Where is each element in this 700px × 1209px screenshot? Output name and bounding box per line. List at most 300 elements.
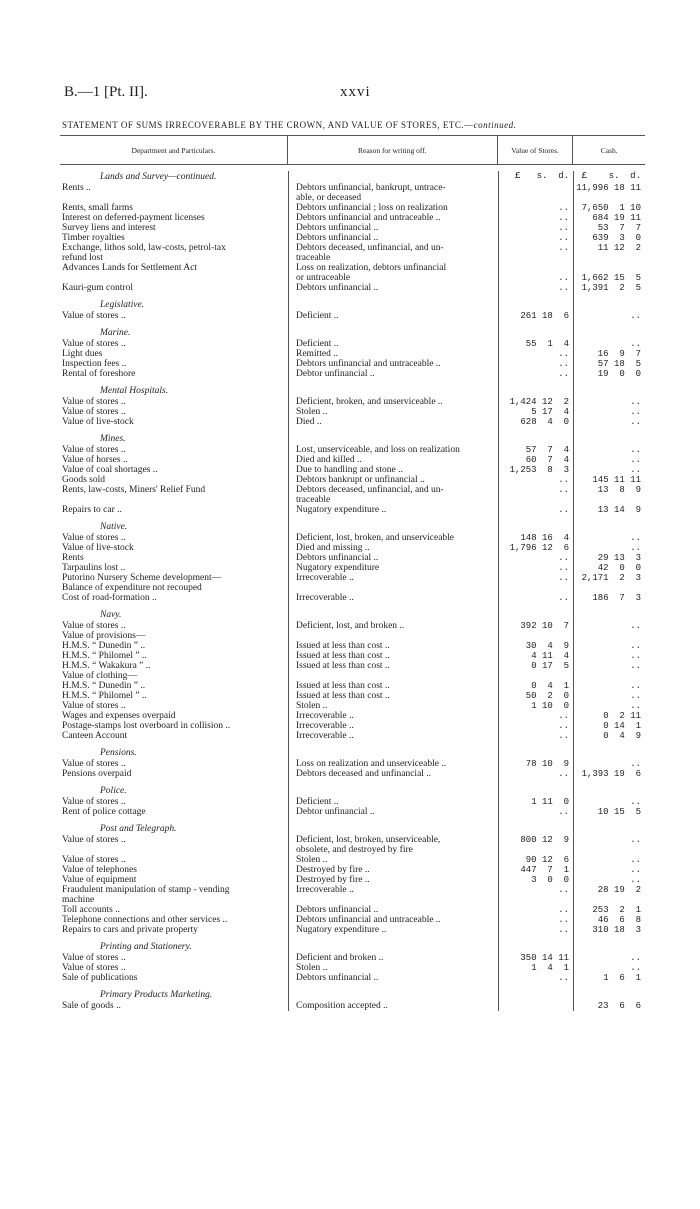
table-row — [60, 283, 645, 293]
cell-stores-value — [498, 631, 573, 641]
cell-reason: Debtors unfinancial .. — [296, 283, 379, 293]
cell-cash-value: .. — [630, 543, 641, 553]
section-title: Lands and Survey—continued. — [100, 172, 217, 182]
cell-stores-value: 447 7 1 — [520, 865, 569, 875]
cell-cash-value — [573, 253, 645, 263]
cell-reason: Irrecoverable .. — [296, 731, 354, 741]
cell-reason: Debtor unfinancial .. — [296, 807, 375, 817]
table-row — [60, 533, 645, 543]
cell-reason: Remitted .. — [296, 349, 338, 359]
cell-stores-value: 5 17 4 — [531, 407, 569, 417]
cell-stores-value — [498, 671, 573, 681]
cell-particulars: Value of live-stock — [62, 417, 134, 427]
cell-particulars — [60, 845, 288, 855]
cell-reason — [288, 895, 498, 905]
cell-stores-value: 1,424 12 2 — [509, 397, 569, 407]
cell-particulars: Repairs to car .. — [62, 505, 122, 515]
cell-cash-value: 186 7 3 — [592, 593, 641, 603]
cell-stores-value: .. — [558, 769, 569, 779]
cell-stores-value — [498, 895, 573, 905]
cell-cash-value: 13 8 9 — [597, 485, 641, 495]
cell-stores-value: 3 0 0 — [531, 875, 569, 885]
cell-particulars: Value of live-stock — [62, 543, 134, 553]
table-row — [60, 621, 645, 631]
cell-cash-value: 57 18 5 — [597, 359, 641, 369]
cell-cash-value: .. — [630, 661, 641, 671]
section-title: Marine. — [100, 328, 131, 338]
table-row — [60, 925, 645, 935]
cell-stores-value: 628 4 0 — [520, 417, 569, 427]
cell-cash-value: .. — [630, 865, 641, 875]
table-row — [60, 273, 645, 283]
cell-reason: able, or deceased — [296, 193, 362, 203]
cell-particulars: Exchange, lithos sold, law-costs, petrol-tax — [62, 243, 226, 253]
cell-reason: Debtors unfinancial .. — [296, 223, 379, 233]
cell-reason: Destroyed by fire .. — [296, 875, 370, 885]
cell-reason: Irrecoverable .. — [296, 711, 354, 721]
cell-reason — [288, 583, 498, 593]
table-row — [60, 349, 645, 359]
table-row — [60, 681, 645, 691]
section-title: Police. — [100, 786, 127, 796]
cell-stores-value: 800 12 9 — [520, 835, 569, 845]
table-row — [60, 953, 645, 963]
cell-cash-value: .. — [630, 455, 641, 465]
cell-reason: Debtors bankrupt or unfinancial .. — [296, 475, 425, 485]
cell-stores-value: .. — [558, 233, 569, 243]
cell-reason: Due to handling and stone .. — [296, 465, 403, 475]
table-row — [60, 465, 645, 475]
cell-stores-value: 78 10 9 — [525, 759, 569, 769]
cell-stores-value — [498, 495, 573, 505]
cell-particulars: Value of stores .. — [62, 835, 126, 845]
cell-particulars: Value of stores .. — [62, 407, 126, 417]
cell-reason: Composition accepted .. — [296, 1001, 388, 1011]
table-row — [60, 845, 645, 855]
cell-cash-value: 1 6 1 — [603, 973, 641, 983]
cell-stores-value — [498, 193, 573, 203]
cell-cash-value: 29 13 3 — [597, 553, 641, 563]
cell-particulars: Tarpaulins lost .. — [62, 563, 126, 573]
cell-cash-value: .. — [630, 641, 641, 651]
cell-reason: Irrecoverable .. — [296, 573, 354, 583]
cell-stores-value: 261 18 6 — [520, 311, 569, 321]
cell-cash-value: .. — [630, 875, 641, 885]
cell-reason: Died and missing .. — [296, 543, 370, 553]
cell-particulars: Telephone connections and other services .. — [62, 915, 228, 925]
cell-stores-value: 1 10 0 — [531, 701, 569, 711]
cell-cash-value: .. — [630, 963, 641, 973]
cell-reason: Deficient .. — [296, 311, 339, 321]
column-header-row — [60, 136, 645, 165]
table-row — [60, 183, 645, 193]
section-title: Printing and Stationery. — [100, 942, 192, 952]
cell-particulars: Value of coal shortages .. — [62, 465, 158, 475]
table-row — [60, 573, 645, 583]
table-row — [60, 563, 645, 573]
cell-reason: Loss on realization, debtors unfinancial — [296, 263, 447, 273]
cell-reason: Died and killed .. — [296, 455, 362, 465]
cell-cash-value: 0 4 9 — [603, 731, 641, 741]
cell-reason: Issued at less than cost .. — [296, 661, 390, 671]
table-body — [60, 171, 645, 1011]
cell-particulars: Value of stores .. — [62, 953, 126, 963]
cell-reason: Deficient .. — [296, 797, 339, 807]
cell-stores-value: 4 11 4 — [531, 651, 569, 661]
cell-stores-value: .. — [558, 359, 569, 369]
cell-reason: Nugatory expenditure .. — [296, 505, 387, 515]
cell-reason: Irrecoverable .. — [296, 593, 354, 603]
cell-particulars: Light dues — [62, 349, 103, 359]
cell-cash-value: 19 0 0 — [597, 369, 641, 379]
cell-cash-value: 10 15 5 — [597, 807, 641, 817]
stores-currency-head: £ s. d. — [514, 171, 569, 181]
cell-particulars: Value of stores .. — [62, 797, 126, 807]
cell-particulars: Rents — [62, 553, 84, 563]
cell-reason: Debtors unfinancial .. — [296, 973, 379, 983]
cell-stores-value: .. — [558, 915, 569, 925]
cell-cash-value: 13 14 9 — [597, 505, 641, 515]
table-row — [60, 369, 645, 379]
cell-reason: Issued at less than cost .. — [296, 651, 390, 661]
section-title: Post and Telegraph. — [100, 824, 177, 834]
cell-stores-value: 392 10 7 — [520, 621, 569, 631]
cell-reason: Issued at less than cost .. — [296, 641, 390, 651]
cell-cash-value: 1,393 19 6 — [581, 769, 641, 779]
table-row — [60, 417, 645, 427]
cell-stores-value: 90 12 6 — [525, 855, 569, 865]
table-row — [60, 855, 645, 865]
cell-cash-value: 7,650 1 10 — [581, 203, 641, 213]
cell-reason: Debtor unfinancial .. — [296, 369, 375, 379]
cell-stores-value: 50 2 0 — [525, 691, 569, 701]
cell-stores-value: .. — [558, 203, 569, 213]
cell-particulars: Rents .. — [62, 183, 91, 193]
cell-cash-value — [573, 495, 645, 505]
table-row — [60, 583, 645, 593]
cell-cash-value: 16 9 7 — [597, 349, 641, 359]
cell-reason: Debtors deceased, unfinancial, and un- — [296, 485, 444, 495]
cell-cash-value: 0 2 11 — [603, 711, 641, 721]
cell-stores-value: 1,253 8 3 — [509, 465, 569, 475]
table-row — [60, 701, 645, 711]
table-row — [60, 213, 645, 223]
cell-cash-value: .. — [630, 417, 641, 427]
table-row — [60, 339, 645, 349]
cell-cash-value — [573, 845, 645, 855]
cell-stores-value: .. — [558, 485, 569, 495]
cell-stores-value: .. — [558, 711, 569, 721]
cell-reason: Deficient, broken, and unserviceable .. — [296, 397, 443, 407]
cell-particulars: Inspection fees .. — [62, 359, 127, 369]
cell-stores-value: 0 17 5 — [531, 661, 569, 671]
table-row — [60, 455, 645, 465]
cell-particulars — [60, 193, 288, 203]
cell-cash-value — [573, 193, 645, 203]
table-row — [60, 243, 645, 253]
section-title: Legislative. — [100, 300, 145, 310]
cell-particulars: H.M.S. “ Philomel ” .. — [62, 691, 147, 701]
cell-reason: Stolen .. — [296, 855, 328, 865]
section-title: Pensions. — [100, 748, 137, 758]
cell-cash-value: 639 3 0 — [592, 233, 641, 243]
table-row — [60, 721, 645, 731]
cell-cash-value: 11,996 18 11 — [576, 183, 641, 193]
table-row — [60, 253, 645, 263]
table-row — [60, 631, 645, 641]
table-row — [60, 691, 645, 701]
section-title: Mental Hospitals. — [100, 386, 169, 396]
cell-stores-value: .. — [558, 925, 569, 935]
cell-reason: Debtors unfinancial .. — [296, 553, 379, 563]
table-row — [60, 963, 645, 973]
cell-reason: Deficient, lost, broken, unserviceable, — [296, 835, 441, 845]
table-row — [60, 359, 645, 369]
page-number: xxvi — [340, 84, 371, 100]
cell-cash-value: 0 14 1 — [603, 721, 641, 731]
table-row — [60, 671, 645, 681]
column-header-cash: Cash. — [572, 136, 645, 164]
cell-reason: Stolen .. — [296, 963, 328, 973]
table-row — [60, 835, 645, 845]
table-row — [60, 807, 645, 817]
cell-stores-value: .. — [558, 563, 569, 573]
cell-reason: Issued at less than cost .. — [296, 691, 390, 701]
cell-cash-value: 684 19 11 — [592, 213, 641, 223]
cell-reason: traceable — [296, 495, 331, 505]
cell-stores-value: .. — [558, 973, 569, 983]
cell-particulars: Sale of publications — [62, 973, 138, 983]
column-rule — [573, 171, 574, 1011]
cell-particulars: Value of stores .. — [62, 397, 126, 407]
cell-cash-value: 310 18 3 — [592, 925, 641, 935]
cell-particulars: Value of stores .. — [62, 963, 126, 973]
table-row — [60, 203, 645, 213]
table-row — [60, 475, 645, 485]
table-row — [60, 973, 645, 983]
cell-particulars: Advances Lands for Settlement Act — [62, 263, 198, 273]
cell-reason: Destroyed by fire .. — [296, 865, 370, 875]
cell-cash-value: .. — [630, 407, 641, 417]
cell-cash-value: .. — [630, 691, 641, 701]
cell-reason: Debtors unfinancial .. — [296, 905, 379, 915]
table-row — [60, 233, 645, 243]
cell-reason: Nugatory expenditure .. — [296, 925, 387, 935]
cell-particulars: Value of equipment — [62, 875, 137, 885]
cell-cash-value: .. — [630, 533, 641, 543]
cell-reason: traceable — [296, 253, 331, 263]
cell-reason: Stolen .. — [296, 407, 328, 417]
cell-stores-value: .. — [558, 273, 569, 283]
cell-stores-value: 57 7 4 — [525, 445, 569, 455]
cell-cash-value: .. — [630, 339, 641, 349]
cell-stores-value — [498, 183, 573, 193]
cell-reason: Deficient .. — [296, 339, 339, 349]
cell-cash-value — [573, 263, 645, 273]
cell-cash-value: 2,171 2 3 — [581, 573, 641, 583]
cell-stores-value — [498, 253, 573, 263]
cell-cash-value: 145 11 11 — [592, 475, 641, 485]
cell-cash-value: .. — [630, 465, 641, 475]
section-title: Primary Products Marketing. — [100, 990, 213, 1000]
cell-particulars: Value of clothing— — [62, 671, 137, 681]
cell-particulars: Value of stores .. — [62, 339, 126, 349]
cell-particulars: Canteen Account — [62, 731, 128, 741]
cell-particulars: H.M.S. “ Wakakura ” .. — [62, 661, 151, 671]
table-row — [60, 875, 645, 885]
cell-stores-value: .. — [558, 283, 569, 293]
cell-particulars: Value of horses .. — [62, 455, 128, 465]
cell-reason: Issued at less than cost .. — [296, 681, 390, 691]
cell-cash-value — [573, 583, 645, 593]
cell-particulars: Pensions overpaid — [62, 769, 132, 779]
cell-particulars — [60, 495, 288, 505]
table-row — [60, 759, 645, 769]
cell-cash-value: .. — [630, 445, 641, 455]
cell-stores-value: .. — [558, 573, 569, 583]
cell-cash-value: .. — [630, 855, 641, 865]
cell-stores-value: .. — [558, 721, 569, 731]
table-row — [60, 895, 645, 905]
cell-cash-value: 23 6 6 — [597, 1001, 641, 1011]
cell-particulars: Rental of foreshore — [62, 369, 136, 379]
cell-particulars: Repairs to cars and private property — [62, 925, 198, 935]
table-row — [60, 223, 645, 233]
cell-particulars: Value of telephones — [62, 865, 137, 875]
cell-stores-value: 1 4 1 — [531, 963, 569, 973]
cell-stores-value — [498, 845, 573, 855]
cell-stores-value: .. — [558, 349, 569, 359]
cash-currency-head: £ s. d. — [581, 171, 641, 181]
table-row — [60, 885, 645, 895]
report-reference: B.—1 [Pt. II]. — [64, 84, 148, 100]
table-row — [60, 445, 645, 455]
cell-particulars: Goods sold — [62, 475, 106, 485]
table-row — [60, 311, 645, 321]
cell-particulars: Postage-stamps lost overboard in collision .. — [62, 721, 231, 731]
cell-stores-value: .. — [558, 731, 569, 741]
column-header-stores: Value of Stores. — [497, 136, 573, 164]
cell-cash-value: .. — [630, 311, 641, 321]
cell-particulars: Rents, small farms — [62, 203, 133, 213]
cell-stores-value: 148 16 4 — [520, 533, 569, 543]
column-header-reason: Reason for writing off. — [287, 136, 497, 164]
cell-stores-value: .. — [558, 905, 569, 915]
cell-cash-value: 42 0 0 — [597, 563, 641, 573]
column-rule — [288, 171, 289, 1011]
cell-cash-value: 28 19 2 — [597, 885, 641, 895]
cell-cash-value: 46 6 8 — [597, 915, 641, 925]
table-row — [60, 641, 645, 651]
cell-reason: Debtors unfinancial ; loss on realization — [296, 203, 448, 213]
cell-particulars: Toll accounts .. — [62, 905, 120, 915]
cell-stores-value: .. — [558, 369, 569, 379]
table-row — [60, 769, 645, 779]
cell-stores-value: 30 4 9 — [525, 641, 569, 651]
cell-particulars: Fraudulent manipulation of stamp - vending — [62, 885, 230, 895]
table-row — [60, 553, 645, 563]
cell-stores-value: .. — [558, 885, 569, 895]
cell-cash-value — [573, 895, 645, 905]
table-row — [60, 407, 645, 417]
cell-particulars: Interest on deferred-payment licenses — [62, 213, 205, 223]
cell-reason — [288, 171, 498, 181]
cell-stores-value: 55 1 4 — [525, 339, 569, 349]
cell-particulars: refund lost — [62, 253, 103, 263]
cell-stores-value — [498, 583, 573, 593]
cell-reason: Debtors unfinancial and untraceable .. — [296, 915, 441, 925]
table-row — [60, 865, 645, 875]
cell-cash-value: .. — [630, 953, 641, 963]
cell-reason — [288, 671, 498, 681]
cell-cash-value: .. — [630, 759, 641, 769]
cell-particulars: H.M.S. “ Dunedin ” .. — [62, 641, 146, 651]
cell-reason — [288, 631, 498, 641]
cell-cash-value: .. — [630, 835, 641, 845]
cell-particulars: Value of stores .. — [62, 311, 126, 321]
cell-reason: Deficient, lost, and broken .. — [296, 621, 405, 631]
cell-cash-value: .. — [630, 701, 641, 711]
cell-particulars: Value of stores .. — [62, 701, 126, 711]
cell-particulars: Putorino Nursery Scheme development— — [62, 573, 222, 583]
cell-stores-value: .. — [558, 213, 569, 223]
table-row — [60, 543, 645, 553]
cell-stores-value: 60 7 4 — [525, 455, 569, 465]
cell-stores-value: .. — [558, 553, 569, 563]
cell-reason: Debtors unfinancial and untraceable .. — [296, 359, 441, 369]
cell-cash-value: .. — [630, 621, 641, 631]
table-row — [60, 397, 645, 407]
cell-reason: Debtors unfinancial and untraceable .. — [296, 213, 441, 223]
statement-table — [60, 135, 645, 1011]
cell-reason: Died .. — [296, 417, 322, 427]
cell-cash-value — [573, 671, 645, 681]
cell-stores-value — [498, 263, 573, 273]
cell-cash-value: 11 12 2 — [597, 243, 641, 253]
cell-reason: Irrecoverable .. — [296, 885, 354, 895]
cell-stores-value: .. — [558, 475, 569, 485]
cell-particulars: Cost of road-formation .. — [62, 593, 157, 603]
cell-reason: Debtors unfinancial .. — [296, 233, 379, 243]
cell-particulars: Rents, law-costs, Miners' Relief Fund — [62, 485, 206, 495]
column-header-dept: Department and Particulars. — [131, 145, 216, 155]
table-row — [60, 651, 645, 661]
cell-reason: Loss on realization and unserviceable .. — [296, 759, 447, 769]
table-row — [60, 505, 645, 515]
cell-particulars: Kauri-gum control — [62, 283, 133, 293]
cell-particulars: Value of provisions— — [62, 631, 146, 641]
cell-stores-value: .. — [558, 593, 569, 603]
cell-stores-value: .. — [558, 243, 569, 253]
table-row — [60, 193, 645, 203]
table-row — [60, 263, 645, 273]
cell-reason: or untraceable — [296, 273, 351, 283]
cell-particulars — [60, 273, 288, 283]
cell-stores-value: 350 14 11 — [520, 953, 569, 963]
cell-cash-value: .. — [630, 651, 641, 661]
table-row — [60, 661, 645, 671]
cell-particulars: Wages and expenses overpaid — [62, 711, 176, 721]
cell-cash-value: .. — [630, 797, 641, 807]
table-row — [60, 485, 645, 495]
cell-particulars: H.M.S. “ Philomel ” .. — [62, 651, 147, 661]
table-row — [60, 495, 645, 505]
table-row — [60, 593, 645, 603]
cell-particulars: Value of stores .. — [62, 445, 126, 455]
cell-particulars: Survey liens and interest — [62, 223, 156, 233]
table-row — [60, 711, 645, 721]
cell-particulars: Timber royalties — [62, 233, 125, 243]
